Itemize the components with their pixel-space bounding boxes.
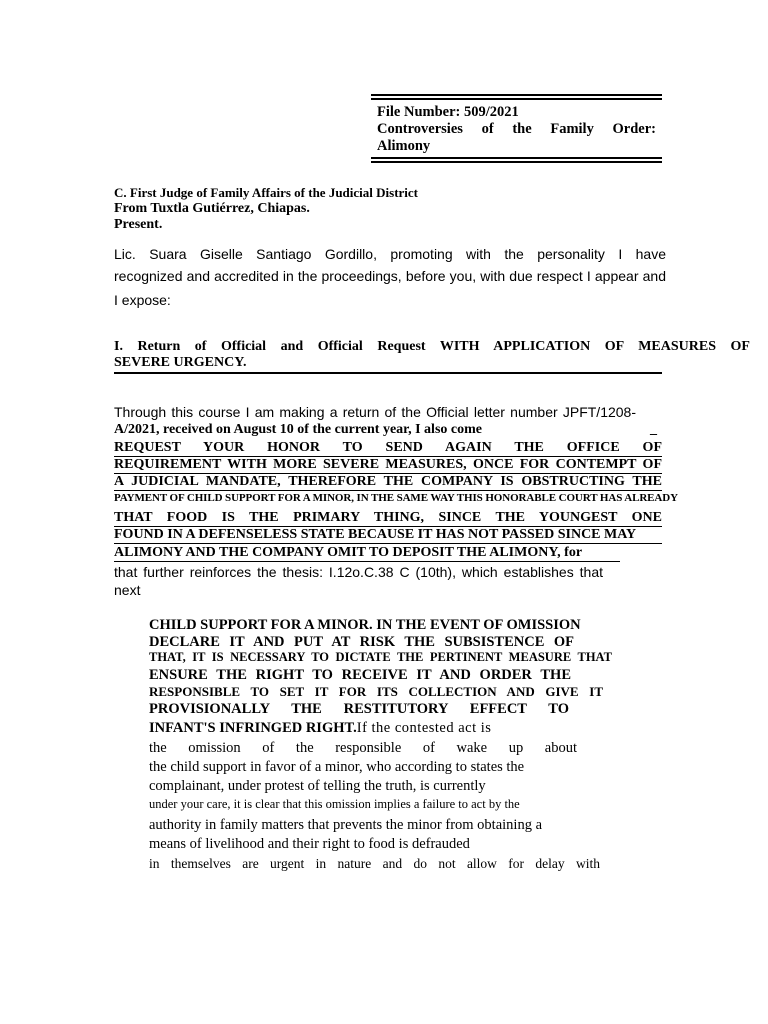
file-number-box [371,94,662,163]
body-line-2: A/2021, received on August 10 of the current year, I also come [114,422,482,437]
quote-line-4: ENSURE THE RIGHT TO RECEIVE IT AND ORDER THE [149,667,571,683]
quote-line-8: the omission of the responsible of wake up about [149,740,577,756]
quote-line-7-bold: INFANT'S INFRINGED RIGHT. [149,720,357,736]
bottom-double-rule [371,157,662,163]
addressee-line-3: Present. [114,217,163,232]
section-heading-line-2: SEVERE URGENCY. [114,355,247,370]
body-line-8: FOUND IN A DEFENSELESS STATE BECAUSE IT HAS NOT PASSED SINCE MAY [114,527,662,544]
intro-line-3: I expose: [114,292,171,308]
file-number: File Number: 509/2021 [377,104,519,120]
intro-line-2: recognized and accredited in the proceedings, before you, with due respect I appear and [114,268,666,284]
quote-line-14: in themselves are urgent in nature and do not allow for delay with [149,856,600,871]
quote-line-2: DECLARE IT AND PUT AT RISK THE SUBSISTENCE OF [149,634,574,650]
file-alimony: Alimony [377,138,431,154]
quote-line-5: RESPONSIBLE TO SET IT FOR ITS COLLECTION AND GIVE IT [149,684,603,699]
body-line-2-tail: _ [650,422,657,437]
body-line-10: that further reinforces the thesis: I.12o.C.38 C (10th), which establishes that [114,564,603,580]
addressee-block [114,185,418,233]
addressee-line-2: From Tuxtla Gutiérrez, Chiapas. [114,201,310,216]
quote-line-1: CHILD SUPPORT FOR A MINOR. IN THE EVENT OF OMISSION [149,617,581,633]
body-line-7: THAT FOOD IS THE PRIMARY THING, SINCE THE YOUNGEST ONE [114,510,662,525]
addressee-line-1: C. First Judge of Family Affairs of the Judicial District [114,185,419,200]
file-box-text [371,100,662,157]
quote-line-7 [149,719,599,737]
quote-line-3: THAT, IT IS NECESSARY TO DICTATE THE PERTINENT MEASURE THAT [149,650,612,664]
intro-line-1: Lic. Suara Giselle Santiago Gordillo, promoting with the personality I have [114,246,666,262]
section-heading [114,339,750,371]
quote-line-7-rest: If the contested act is [356,720,492,736]
quote-line-9: the child support in favor of a minor, who according to states the [149,759,525,775]
quote-line-12: authority in family matters that prevents the minor from obtaining a [149,817,543,833]
body-line-11: next [114,582,141,598]
body-line-6: PAYMENT OF CHILD SUPPORT FOR A MINOR, IN THE SAME WAY THIS HONORABLE COURT HAS ALREADY [114,492,678,504]
section-heading-line-1: I. Return of Official and Official Request WITH APPLICATION OF MEASURES OF [114,339,750,354]
quote-line-6: PROVISIONALLY THE RESTITUTORY EFFECT TO [149,701,569,717]
quote-line-11: under your care, it is clear that this omission implies a failure to act by the [149,797,520,811]
body-line-4: REQUIREMENT WITH MORE SEVERE MEASURES, ONCE FOR CONTEMPT OF [114,457,662,472]
body-line-3: REQUEST YOUR HONOR TO SEND AGAIN THE OFFICE OF [114,440,662,455]
quote-line-10: complainant, under protest of telling the truth, is currently [149,778,486,794]
body-line-5: A JUDICIAL MANDATE, THEREFORE THE COMPANY IS OBSTRUCTING THE [114,474,662,489]
file-controversies: Controversies of the Family Order: [377,121,656,137]
quote-line-13: means of livelihood and their right to food is defrauded [149,836,470,852]
body-line-1: Through this course I am making a return of the Official letter number JPFT/1208- [114,404,636,420]
section-rule [114,372,662,374]
body-line-9: ALIMONY AND THE COMPANY OMIT TO DEPOSIT THE ALIMONY, for [114,545,620,562]
